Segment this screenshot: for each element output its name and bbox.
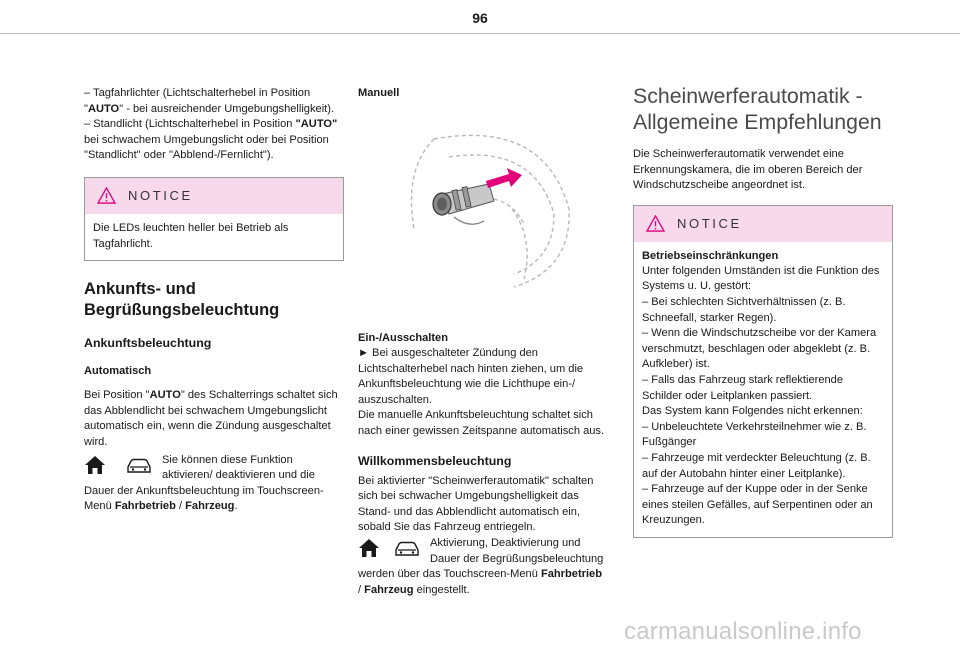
subsection-arrival-lighting: Ankunftsbeleuchtung	[84, 336, 212, 351]
notice-line: – Unbeleuchtete Verkehrsteilnehmer wie z. B. Fußgänger	[642, 420, 867, 449]
notice-title: NOTICE	[128, 188, 193, 204]
top-divider	[0, 33, 960, 34]
notice-header	[85, 178, 343, 214]
welcome-settings-text: Aktivierung, Deaktivierung und Dauer der Begrüßungsbeleuchtung werden über das Touchscreen-Menü Fahrbetrieb / Fahrzeug eingestellt.	[358, 536, 604, 596]
arrival-settings-text: Sie können diese Funktion aktivieren/ deaktivieren und die Dauer der Ankunftsbeleuchtung im Touchscreen-Menü Fahrbetrieb / Fahrzeug.	[84, 453, 324, 513]
manual-title: Manuell	[358, 87, 400, 99]
page-number: 96	[472, 10, 488, 26]
notice-subtitle: Betriebseinschränkungen	[642, 249, 779, 262]
notice-box-leds	[84, 177, 344, 261]
car-settings-icon	[124, 455, 154, 475]
onoff-text-2: Die manuelle Ankunftsbeleuchtung schaltet sich nach einer gewissen Zeitspanne automatisch aus.	[358, 409, 605, 437]
notice-header	[634, 206, 892, 242]
warning-icon	[646, 215, 665, 232]
home-icon	[84, 455, 106, 475]
stalk-lever	[433, 184, 494, 224]
onoff-title: Ein-/Ausschalten	[358, 332, 449, 344]
notice-title: NOTICE	[677, 215, 742, 231]
welcome-lighting-title: Willkommensbeleuchtung	[358, 453, 512, 468]
light-stalk-illustration	[394, 129, 574, 289]
welcome-text: Bei aktivierter "Scheinwerferautomatik" schalten sich bei schwacher Umgebungshelligkeit das Stand- und das Abblendlicht automatisch ein, sobald Sie das Fahrzeug entriegeln.	[358, 474, 594, 534]
notice-line: – Fahrzeuge mit verdeckter Beleuchtung (z. B. auf der Autobahn hinter einer Leitplanke).	[642, 451, 871, 480]
notice-box-restrictions	[633, 205, 893, 538]
watermark-text: carmanualsonline.info	[624, 618, 862, 645]
automatic-text: Bei Position "AUTO" des Schalterrings schaltet sich das Abblendlicht bei schwachem Umgebungslicht automatisch ein, wenn die Zündung ausgeschaltet wird.	[84, 389, 338, 448]
notice-line: Das System kann Folgendes nicht erkennen:	[642, 405, 863, 418]
sidelights-item: – Standlicht (Lichtschalterhebel in Position "AUTO" bei schwachem Umgebungslicht oder bei Position "Standlicht" oder "Abblend-/Fernlicht").	[84, 118, 338, 162]
subsection-automatic: Automatisch	[84, 365, 152, 378]
column-middle	[358, 86, 608, 598]
notice-line: – Wenn die Windschutzscheibe vor der Kamera verschmutzt, beschlagen oder abgeklebt (z. B. Aufkleber) ist.	[642, 327, 877, 371]
daytime-lights-item: – Tagfahrlichter (Lichtschalterhebel in Position "AUTO" - bei ausreichender Umgebungshelligkeit).	[84, 87, 335, 115]
notice-line: – Bei schlechten Sichtverhältnissen (z. B. Schneefall, starker Regen).	[642, 295, 846, 324]
section-title-arrival: Ankunfts- und Begrüßungsbeleuchtung	[84, 280, 280, 320]
onoff-text: ► Bei ausgeschalteter Zündung den Lichtschalterhebel nach hinten ziehen, um die Ankunftsbeleuchtung wie die Lichthupe ein-/ auszuschalten.	[358, 347, 584, 406]
home-icon	[358, 538, 380, 558]
column-right	[633, 84, 893, 538]
auto-headlights-title: Scheinwerferautomatik - Allgemeine Empfehlungen	[633, 84, 882, 134]
notice-content	[634, 242, 892, 537]
car-settings-icon	[392, 538, 422, 558]
column-left	[84, 86, 344, 515]
notice-line: – Falls das Fahrzeug stark reflektierende Schilder oder Leitplanken passiert.	[642, 373, 844, 402]
warning-icon	[97, 187, 116, 204]
menu-icons	[358, 538, 422, 558]
notice-line: Unter folgenden Umständen ist die Funktion des Systems u. U. gestört:	[642, 264, 880, 293]
pull-arrow-icon	[486, 168, 522, 188]
notice-line: – Fahrzeuge auf der Kuppe oder in der Senke eines steilen Gefälles, auf Serpentinen oder an Kreuzungen.	[642, 483, 873, 527]
menu-icons	[84, 455, 154, 475]
auto-headlights-intro: Die Scheinwerferautomatik verwendet eine Erkennungskamera, die im oberen Bereich der Windschutzscheibe angeordnet ist.	[633, 148, 863, 192]
notice-text: Die LEDs leuchten heller bei Betrieb als Tagfahrlicht.	[93, 221, 289, 250]
